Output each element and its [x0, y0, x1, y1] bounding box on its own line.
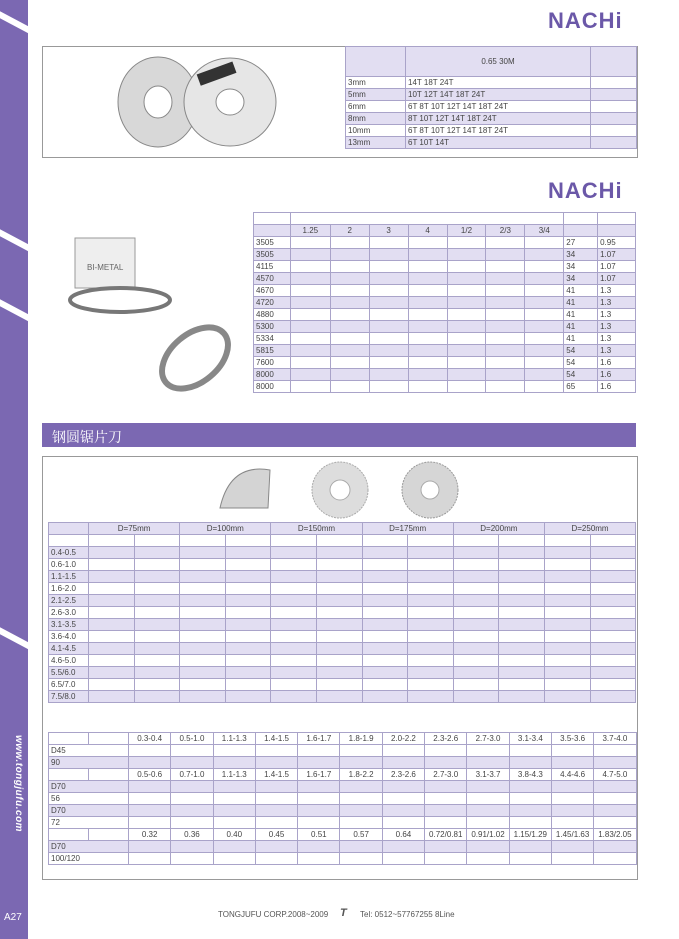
- teeth-cell: 10T 12T 14T 18T 24T: [406, 89, 591, 101]
- value-a: 41: [564, 285, 598, 297]
- thickness-cell: 3.6-4.0: [49, 631, 89, 643]
- table-row: [346, 113, 637, 125]
- length-cell: 5334: [254, 333, 291, 345]
- table-row: [254, 273, 636, 285]
- table-row: [346, 125, 637, 137]
- diameter-header: D=250mm: [544, 523, 635, 535]
- table-row: [49, 619, 636, 631]
- value-a: 41: [564, 309, 598, 321]
- range-cell: 1.1-1.3: [213, 769, 255, 781]
- spec-table-2: [253, 212, 636, 393]
- range-row: [49, 829, 637, 841]
- spec-table-4: [48, 732, 637, 865]
- range-cell: 1.45/1.63: [551, 829, 593, 841]
- value-b: 1.3: [598, 309, 636, 321]
- thickness-cell: 6.5/7.0: [49, 679, 89, 691]
- table-row: [254, 357, 636, 369]
- range-cell: 0.51: [298, 829, 340, 841]
- table-row: [49, 691, 636, 703]
- range-cell: 2.3-2.6: [382, 769, 424, 781]
- table-row: [49, 595, 636, 607]
- length-cell: 3505: [254, 237, 291, 249]
- table-row: [254, 381, 636, 393]
- thickness-cell: 4.1-4.5: [49, 643, 89, 655]
- svg-text:BI-METAL: BI-METAL: [87, 263, 124, 272]
- table-row: [254, 297, 636, 309]
- table-row: [346, 137, 637, 149]
- table-row: [49, 547, 636, 559]
- row-label: D45: [49, 745, 129, 757]
- value-b: 1.3: [598, 297, 636, 309]
- thickness-cell: 7.5/8.0: [49, 691, 89, 703]
- length-cell: 4670: [254, 285, 291, 297]
- table-row: [49, 571, 636, 583]
- teeth-cell: 8T 10T 12T 14T 18T 24T: [406, 113, 591, 125]
- length-cell: 8000: [254, 369, 291, 381]
- footer-logo: T: [340, 907, 347, 919]
- length-cell: 4880: [254, 309, 291, 321]
- table-row: [346, 77, 637, 89]
- range-cell: 1.6-1.7: [298, 769, 340, 781]
- value-a: 41: [564, 321, 598, 333]
- value-a: 65: [564, 381, 598, 393]
- spec-table-3: [48, 522, 636, 703]
- value-b: 1.6: [598, 369, 636, 381]
- spec-table-1: [345, 46, 637, 149]
- diameter-header: D=200mm: [453, 523, 544, 535]
- range-cell: 1.4-1.5: [255, 769, 297, 781]
- range-cell: 3.1-3.7: [467, 769, 509, 781]
- band-saw-coil-image: [110, 50, 282, 152]
- thickness-cell: 3.1-3.5: [49, 619, 89, 631]
- range-cell: 4.7-5.0: [594, 769, 636, 781]
- range-cell: 2.3-2.6: [425, 733, 467, 745]
- table-row: [254, 309, 636, 321]
- value-a: 34: [564, 261, 598, 273]
- diameter-header: D=100mm: [180, 523, 271, 535]
- size-cell: 13mm: [346, 137, 406, 149]
- value-b: 1.07: [598, 273, 636, 285]
- table-row: [346, 89, 637, 101]
- value-a: 54: [564, 357, 598, 369]
- length-cell: 3505: [254, 249, 291, 261]
- section-title: 钢圆锯片刀: [52, 429, 122, 445]
- diameter-header: D=150mm: [271, 523, 362, 535]
- table-row: [254, 333, 636, 345]
- teeth-cell: 6T 8T 10T 12T 14T 18T 24T: [406, 101, 591, 113]
- diameter-header: D=75mm: [89, 523, 180, 535]
- table-row: [254, 369, 636, 381]
- value-a: 41: [564, 297, 598, 309]
- range-cell: 1.8-2.2: [340, 769, 382, 781]
- col-header: 3/4: [525, 225, 564, 237]
- size-cell: 6mm: [346, 101, 406, 113]
- col-header: 2/3: [486, 225, 525, 237]
- nachi-logo: NACHi: [548, 8, 623, 33]
- length-cell: 8000: [254, 381, 291, 393]
- section-title-bar: [42, 423, 636, 447]
- table-row: [346, 101, 637, 113]
- value-a: 34: [564, 249, 598, 261]
- range-cell: 1.4-1.5: [255, 733, 297, 745]
- length-cell: 5815: [254, 345, 291, 357]
- sidebar-stripe: [0, 226, 28, 265]
- row-label: 100/120: [49, 853, 129, 865]
- table-row: [49, 643, 636, 655]
- range-cell: 0.45: [255, 829, 297, 841]
- range-cell: 2.7-3.0: [467, 733, 509, 745]
- value-b: 1.07: [598, 261, 636, 273]
- sidebar-stripe: [0, 8, 28, 47]
- row-label: D70: [49, 805, 129, 817]
- size-cell: 10mm: [346, 125, 406, 137]
- nachi-logo: NACHi: [548, 178, 623, 203]
- circular-saw-blade-images: [210, 458, 460, 520]
- thickness-cell: 0.6-1.0: [49, 559, 89, 571]
- thickness-cell: 2.6-3.0: [49, 607, 89, 619]
- range-cell: 0.5-1.0: [171, 733, 213, 745]
- range-cell: 3.5-3.6: [551, 733, 593, 745]
- page-number: A27: [4, 912, 22, 923]
- sidebar: [0, 0, 28, 939]
- row-label: 56: [49, 793, 129, 805]
- range-cell: 0.32: [129, 829, 171, 841]
- size-cell: 8mm: [346, 113, 406, 125]
- sidebar-stripe: [0, 296, 28, 335]
- range-cell: 1.8-1.9: [340, 733, 382, 745]
- range-cell: 0.36: [171, 829, 213, 841]
- value-b: 1.6: [598, 357, 636, 369]
- range-cell: 0.91/1.02: [467, 829, 509, 841]
- range-cell: 0.40: [213, 829, 255, 841]
- length-cell: 7600: [254, 357, 291, 369]
- range-cell: 0.57: [340, 829, 382, 841]
- thickness-cell: 2.1-2.5: [49, 595, 89, 607]
- range-cell: 1.15/1.29: [509, 829, 551, 841]
- range-cell: 0.7-1.0: [171, 769, 213, 781]
- col-header: 1/2: [447, 225, 486, 237]
- value-b: 1.3: [598, 321, 636, 333]
- table1-header: 0.65 30M: [406, 47, 591, 77]
- range-cell: 0.3-0.4: [129, 733, 171, 745]
- size-cell: 3mm: [346, 77, 406, 89]
- length-cell: 5300: [254, 321, 291, 333]
- bimetal-bandsaw-image: [65, 228, 240, 398]
- diameter-header: D=175mm: [362, 523, 453, 535]
- footer-company: TONGJUFU CORP.2008~2009: [218, 910, 329, 919]
- value-b: 1.3: [598, 345, 636, 357]
- value-b: 1.3: [598, 285, 636, 297]
- table-row: [49, 583, 636, 595]
- range-cell: 1.6-1.7: [298, 733, 340, 745]
- table-row: [49, 667, 636, 679]
- table-row: [254, 321, 636, 333]
- range-cell: 2.7-3.0: [425, 769, 467, 781]
- table-row: [49, 631, 636, 643]
- table-row: [254, 345, 636, 357]
- thickness-cell: 0.4-0.5: [49, 547, 89, 559]
- range-cell: 0.72/0.81: [425, 829, 467, 841]
- col-header: 4: [408, 225, 447, 237]
- range-cell: 3.1-3.4: [509, 733, 551, 745]
- length-cell: 4720: [254, 297, 291, 309]
- table-row: [254, 237, 636, 249]
- teeth-cell: 6T 10T 14T: [406, 137, 591, 149]
- range-cell: 1.83/2.05: [594, 829, 636, 841]
- length-cell: 4570: [254, 273, 291, 285]
- value-b: 0.95: [598, 237, 636, 249]
- table-row: [49, 607, 636, 619]
- length-cell: 4115: [254, 261, 291, 273]
- row-label: 90: [49, 757, 129, 769]
- range-cell: 3.8-4.3: [509, 769, 551, 781]
- thickness-cell: 1.1-1.5: [49, 571, 89, 583]
- range-cell: 3.7-4.0: [594, 733, 636, 745]
- teeth-cell: 14T 18T 24T: [406, 77, 591, 89]
- value-a: 54: [564, 369, 598, 381]
- range-cell: 0.5-0.6: [129, 769, 171, 781]
- footer-tel: Tel: 0512~57767255 8Line: [360, 910, 455, 919]
- row-label: 72: [49, 817, 129, 829]
- table-row: [49, 559, 636, 571]
- range-row: [49, 733, 637, 745]
- row-label: D70: [49, 841, 129, 853]
- range-cell: 1.1-1.3: [213, 733, 255, 745]
- sidebar-url: www.tongjufu.com: [13, 735, 24, 833]
- value-a: 41: [564, 333, 598, 345]
- range-cell: 0.64: [382, 829, 424, 841]
- range-cell: 4.4-4.6: [551, 769, 593, 781]
- thickness-cell: 4.6-5.0: [49, 655, 89, 667]
- value-b: 1.3: [598, 333, 636, 345]
- size-cell: 5mm: [346, 89, 406, 101]
- thickness-cell: 1.6-2.0: [49, 583, 89, 595]
- value-a: 27: [564, 237, 598, 249]
- col-header: 3: [369, 225, 408, 237]
- col-header: 1.25: [290, 225, 330, 237]
- value-a: 34: [564, 273, 598, 285]
- row-label: D70: [49, 781, 129, 793]
- range-cell: 2.0-2.2: [382, 733, 424, 745]
- table-row: [49, 655, 636, 667]
- table-row: [254, 285, 636, 297]
- table-row: [254, 261, 636, 273]
- table-row: [49, 679, 636, 691]
- col-header: 2: [330, 225, 369, 237]
- value-b: 1.07: [598, 249, 636, 261]
- table-row: [254, 249, 636, 261]
- thickness-cell: 5.5/6.0: [49, 667, 89, 679]
- teeth-cell: 6T 8T 10T 12T 14T 18T 24T: [406, 125, 591, 137]
- value-b: 1.6: [598, 381, 636, 393]
- value-a: 54: [564, 345, 598, 357]
- range-row: [49, 769, 637, 781]
- sidebar-stripe: [0, 624, 28, 663]
